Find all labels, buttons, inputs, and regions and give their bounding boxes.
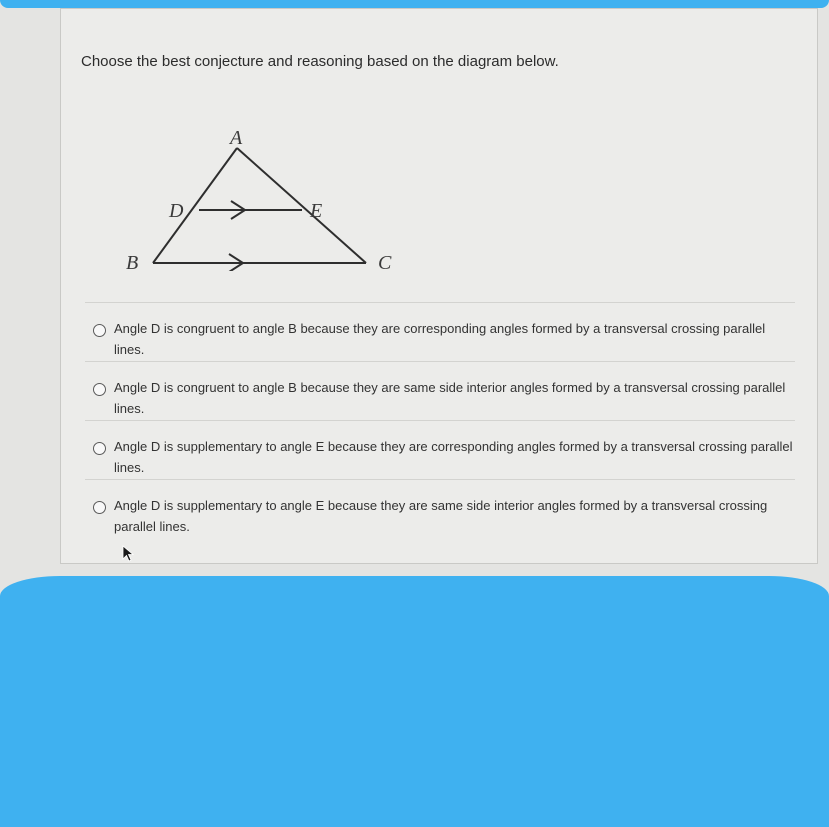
- radio-button[interactable]: [93, 383, 106, 396]
- question-card: [60, 8, 818, 564]
- divider: [85, 479, 795, 480]
- option-text: Angle D is supplementary to angle E because they are corresponding angles formed by a transversal crossing parallel lines.: [114, 439, 793, 475]
- vertex-label-b: B: [126, 252, 139, 271]
- answer-option-2[interactable]: [93, 380, 793, 419]
- question-prompt: Choose the best conjecture and reasoning based on the diagram below.: [81, 53, 559, 70]
- radio-button[interactable]: [93, 501, 106, 514]
- option-text: Angle D is congruent to angle B because they are same side interior angles formed by a transversal crossing parallel lines.: [114, 380, 786, 416]
- mouse-cursor-icon: [121, 545, 135, 563]
- divider: [85, 302, 795, 303]
- option-text: Angle D is congruent to angle B because they are corresponding angles formed by a transversal crossing parallel lines.: [114, 321, 766, 357]
- radio-button[interactable]: [93, 442, 106, 455]
- radio-button[interactable]: [93, 324, 106, 337]
- blue-overlay-top: [0, 0, 829, 8]
- vertex-label-d: D: [169, 200, 184, 222]
- vertex-label-a: A: [230, 127, 243, 149]
- triangle-diagram: [111, 121, 411, 271]
- answer-option-1[interactable]: [93, 321, 793, 360]
- option-text: Angle D is supplementary to angle E because they are same side interior angles formed by a transversal crossing parallel lines.: [114, 498, 768, 534]
- blue-overlay-bottom: [0, 576, 829, 827]
- vertex-label-e: E: [310, 200, 323, 222]
- segment-ac: [237, 148, 366, 263]
- segment-ab: [153, 148, 237, 263]
- divider: [85, 361, 795, 362]
- answer-option-3[interactable]: [93, 439, 793, 478]
- divider: [85, 420, 795, 421]
- answer-option-4[interactable]: [93, 498, 793, 537]
- vertex-label-c: C: [378, 252, 392, 271]
